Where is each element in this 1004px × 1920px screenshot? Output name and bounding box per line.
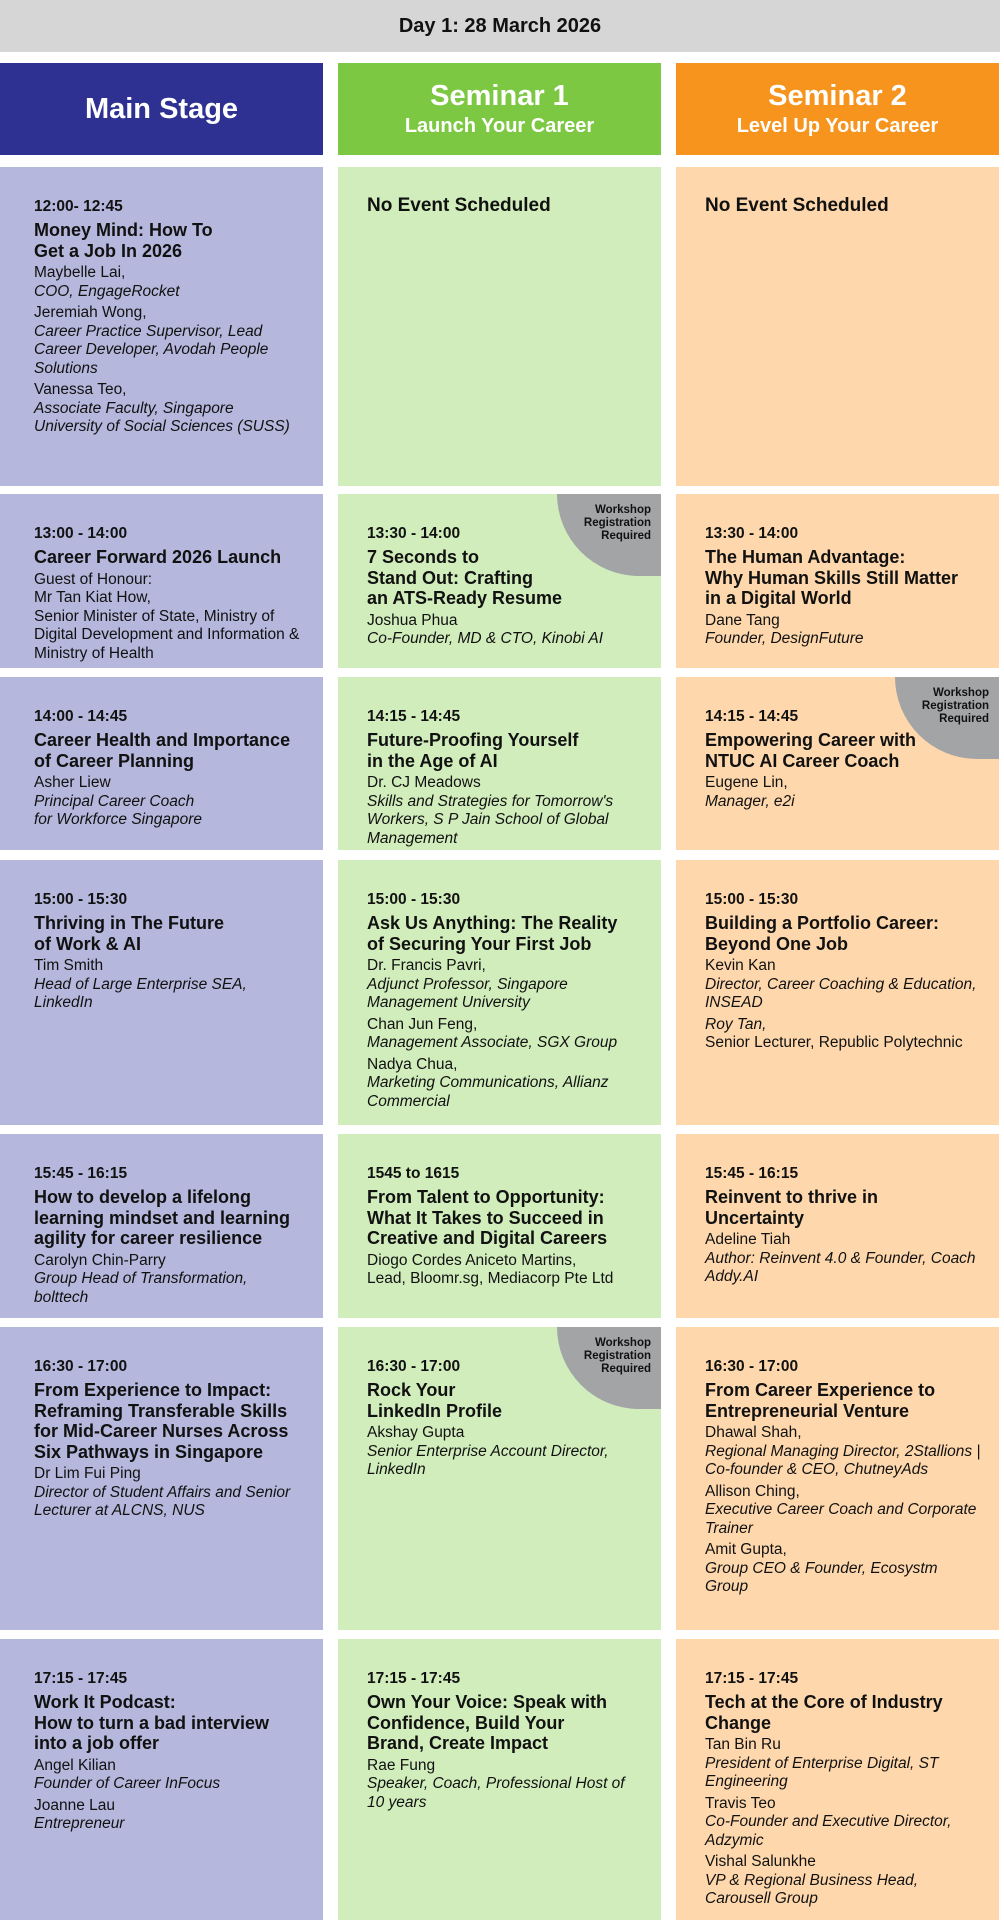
- column-title: Seminar 1: [430, 80, 569, 112]
- speaker-role: Founder of Career InFocus: [34, 1775, 221, 1792]
- speaker-name: Allison Ching,: [705, 1482, 800, 1500]
- session-title: Thriving in The Future of Work & AI: [34, 913, 224, 954]
- speaker-role: Head of Large Enterprise SEA, LinkedIn: [34, 975, 247, 1011]
- speaker-role: Regional Managing Director, 2Stallions | Co-founder & CEO, ChutneyAds: [705, 1442, 981, 1478]
- speaker-role: Career Practice Supervisor, Lead Career Developer, Avodah People Solutions: [34, 322, 269, 377]
- session-title: Ask Us Anything: The Reality of Securing Your First Job: [367, 913, 618, 954]
- speaker-name: Angel Kilian: [34, 1756, 116, 1774]
- speaker-name: Adeline Tiah: [705, 1231, 791, 1248]
- session-time: 15:45 - 16:15: [34, 1165, 128, 1182]
- no-event-label: No Event Scheduled: [367, 195, 551, 216]
- session-cell: [676, 1639, 999, 1920]
- session-title: Own Your Voice: Speak with Confidence, Build Your Brand, Create Impact: [367, 1692, 608, 1753]
- session-detail-line: Diogo Cordes Aniceto Martins,: [367, 1251, 577, 1269]
- session-title: Reinvent to thrive in Uncertainty: [705, 1187, 879, 1228]
- speaker-role: Speaker, Coach, Professional Host of 10 years: [367, 1775, 625, 1811]
- column-header-seminar-2: [676, 63, 999, 155]
- badge-text: Workshop: [594, 504, 651, 516]
- speaker-role: Executive Career Coach and Corporate Trainer: [705, 1501, 977, 1537]
- session-cell: [0, 1134, 323, 1318]
- speaker-role: Manager, e2i: [705, 792, 795, 810]
- session-time: 15:00 - 15:30: [34, 891, 128, 908]
- session-cell: [338, 1327, 661, 1630]
- speaker-name: Vishal Salunkhe: [705, 1853, 816, 1870]
- session-cell: [338, 167, 661, 486]
- session-cell: [676, 1327, 999, 1630]
- speaker-role: Author: Reinvent 4.0 & Founder, Coach Addy.AI: [705, 1249, 976, 1285]
- session-time: 16:30 - 17:00: [34, 1358, 128, 1375]
- session-cell: [338, 860, 661, 1125]
- session-cell: [676, 1134, 999, 1318]
- badge-text: Required: [601, 530, 651, 542]
- speaker-name: Dr. CJ Meadows: [367, 774, 481, 791]
- session-title: The Human Advantage: Why Human Skills Still Matter in a Digital World: [705, 547, 959, 608]
- badge-text: Registration: [583, 1350, 651, 1362]
- session-title: Work It Podcast: How to turn a bad interview into a job offer: [34, 1692, 270, 1753]
- speaker-role: Senior Enterprise Account Director, LinkedIn: [367, 1442, 609, 1478]
- speaker-role: Group CEO & Founder, Ecosystm Group: [705, 1559, 938, 1595]
- session-cell: [338, 494, 661, 668]
- session-cell: [676, 860, 999, 1125]
- speaker-name: Joshua Phua: [367, 611, 458, 629]
- session-cell: [338, 1639, 661, 1920]
- speaker-name: Dr. Francis Pavri,: [367, 957, 486, 974]
- session-time: 14:00 - 14:45: [34, 708, 128, 725]
- session-time: 14:15 - 14:45: [367, 708, 461, 725]
- session-time: 12:00- 12:45: [34, 198, 123, 215]
- session-detail-line: Guest of Honour:: [34, 570, 153, 588]
- speaker-role: Senior Lecturer, Republic Polytechnic: [705, 1034, 963, 1051]
- speaker-role: Founder, DesignFuture: [705, 630, 864, 647]
- speaker-role: Principal Career Coach for Workforce Singapore: [34, 792, 202, 828]
- session-title: Empowering Career with NTUC AI Career Coach: [705, 730, 917, 771]
- column-header-main-stage: [0, 63, 323, 155]
- column-subtitle: Level Up Your Career: [736, 115, 939, 137]
- speaker-name: Jeremiah Wong,: [34, 304, 147, 321]
- session-time: 17:15 - 17:45: [367, 1670, 461, 1687]
- badge-text: Required: [939, 713, 989, 725]
- session-title: 7 Seconds to Stand Out: Crafting an ATS-Ready Resume: [367, 547, 563, 608]
- session-time: 1545 to 1615: [367, 1165, 460, 1182]
- session-time: 13:30 - 14:00: [367, 525, 461, 542]
- session-title: Future-Proofing Yourself in the Age of AI: [367, 730, 579, 771]
- session-cell: [676, 494, 999, 668]
- speaker-name: Dane Tang: [705, 611, 780, 629]
- day-title: Day 1: 28 March 2026: [0, 0, 1000, 52]
- speaker-role: Co-Founder and Executive Director, Adzymic: [705, 1813, 952, 1849]
- speaker-name: Chan Jun Feng,: [367, 1015, 478, 1033]
- session-title: From Experience to Impact: Reframing Transferable Skills for Mid-Career Nurses Across Six Pathways in Singapore: [34, 1380, 289, 1462]
- session-title: From Talent to Opportunity: What It Takes to Succeed in Creative and Digital Careers: [367, 1187, 608, 1248]
- session-time: 17:15 - 17:45: [34, 1670, 128, 1687]
- speaker-role: Associate Faculty, Singapore University of Social Sciences (SUSS): [34, 399, 290, 435]
- session-detail-line: Senior Minister of State, Ministry of Digital Development and Information & Ministry of Health: [34, 607, 300, 662]
- speaker-role: Marketing Communications, Allianz Commercial: [367, 1074, 609, 1110]
- session-cell: [0, 860, 323, 1125]
- session-cell: [0, 494, 323, 668]
- session-cell: [676, 677, 999, 850]
- session-title: Rock Your LinkedIn Profile: [367, 1380, 503, 1421]
- speaker-role: Director, Career Coaching & Education, INSEAD: [705, 975, 977, 1011]
- column-title: Seminar 2: [768, 80, 907, 112]
- session-title: Money Mind: How To Get a Job In 2026: [34, 220, 213, 261]
- session-time: 17:15 - 17:45: [705, 1670, 799, 1687]
- speaker-name: Rae Fung: [367, 1756, 436, 1774]
- speaker-role: Adjunct Professor, Singapore Management University: [367, 975, 568, 1011]
- session-cell: [0, 1327, 323, 1630]
- speaker-role: VP & Regional Business Head, Carousell Group: [705, 1871, 919, 1907]
- speaker-name: Carolyn Chin-Parry: [34, 1251, 166, 1269]
- speaker-name: Amit Gupta,: [705, 1541, 787, 1558]
- speaker-role: Management Associate, SGX Group: [367, 1034, 618, 1051]
- speaker-role: Skills and Strategies for Tomorrow's Workers, S P Jain School of Global Management: [367, 792, 614, 847]
- speaker-name: Akshay Gupta: [367, 1424, 465, 1441]
- session-title: Tech at the Core of Industry Change: [705, 1692, 943, 1733]
- column-title: Main Stage: [84, 93, 239, 125]
- session-time: 15:00 - 15:30: [367, 891, 461, 908]
- badge-text: Workshop: [594, 1337, 651, 1349]
- speaker-role: President of Enterprise Digital, ST Engineering: [705, 1754, 939, 1790]
- speaker-name: Joanne Lau: [34, 1796, 116, 1814]
- speaker-name: Asher Liew: [34, 774, 111, 791]
- speaker-role: Director of Student Affairs and Senior Lecturer at ALCNS, NUS: [34, 1483, 291, 1519]
- session-detail-line: Mr Tan Kiat How,: [34, 589, 151, 606]
- session-cell: [0, 677, 323, 850]
- session-cell: [338, 677, 661, 850]
- session-cell: [676, 167, 999, 486]
- badge-text: Workshop: [932, 687, 989, 699]
- session-time: 16:30 - 17:00: [705, 1358, 799, 1375]
- speaker-role: Co-Founder, MD & CTO, Kinobi AI: [367, 630, 604, 647]
- speaker-role: Group Head of Transformation, bolttech: [34, 1270, 248, 1306]
- speaker-name: Maybelle Lai,: [34, 264, 126, 281]
- speaker-name: Dr Lim Fui Ping: [34, 1465, 141, 1482]
- session-time: 13:00 - 14:00: [34, 525, 128, 542]
- session-time: 16:30 - 17:00: [367, 1358, 461, 1375]
- speaker-name: Vanessa Teo,: [34, 381, 127, 398]
- speaker-name: Tim Smith: [34, 957, 104, 974]
- session-cell: [0, 167, 323, 486]
- speaker-name: Kevin Kan: [705, 957, 776, 974]
- session-title: From Career Experience to Entrepreneurial Venture: [705, 1380, 936, 1421]
- session-time: 15:00 - 15:30: [705, 891, 799, 908]
- no-event-label: No Event Scheduled: [705, 195, 889, 216]
- session-title: Building a Portfolio Career: Beyond One Job: [705, 913, 940, 954]
- badge-text: Registration: [921, 700, 989, 712]
- speaker-name: Nadya Chua,: [367, 1055, 458, 1073]
- speaker-name: Dhawal Shah,: [705, 1424, 802, 1441]
- badge-text: Required: [601, 1363, 651, 1375]
- session-cell: [338, 1134, 661, 1318]
- session-detail-line: Lead, Bloomr.sg, Mediacorp Pte Ltd: [367, 1270, 614, 1287]
- speaker-name: Roy Tan,: [705, 1015, 767, 1033]
- session-time: 14:15 - 14:45: [705, 708, 799, 725]
- column-header-seminar-1: [338, 63, 661, 155]
- session-cell: [0, 1639, 323, 1920]
- badge-text: Registration: [583, 517, 651, 529]
- speaker-name: Travis Teo: [705, 1794, 776, 1812]
- speaker-name: Tan Bin Ru: [705, 1736, 781, 1753]
- session-title: Career Health and Importance of Career Planning: [34, 730, 291, 771]
- speaker-role: COO, EngageRocket: [34, 282, 180, 300]
- session-title: How to develop a lifelong learning mindset and learning agility for career resilience: [34, 1187, 291, 1248]
- column-subtitle: Launch Your Career: [404, 115, 595, 137]
- speaker-name: Eugene Lin,: [705, 774, 788, 791]
- session-title: Career Forward 2026 Launch: [34, 547, 282, 567]
- session-time: 15:45 - 16:15: [705, 1165, 799, 1182]
- speaker-role: Entrepreneur: [34, 1815, 125, 1832]
- session-time: 13:30 - 14:00: [705, 525, 799, 542]
